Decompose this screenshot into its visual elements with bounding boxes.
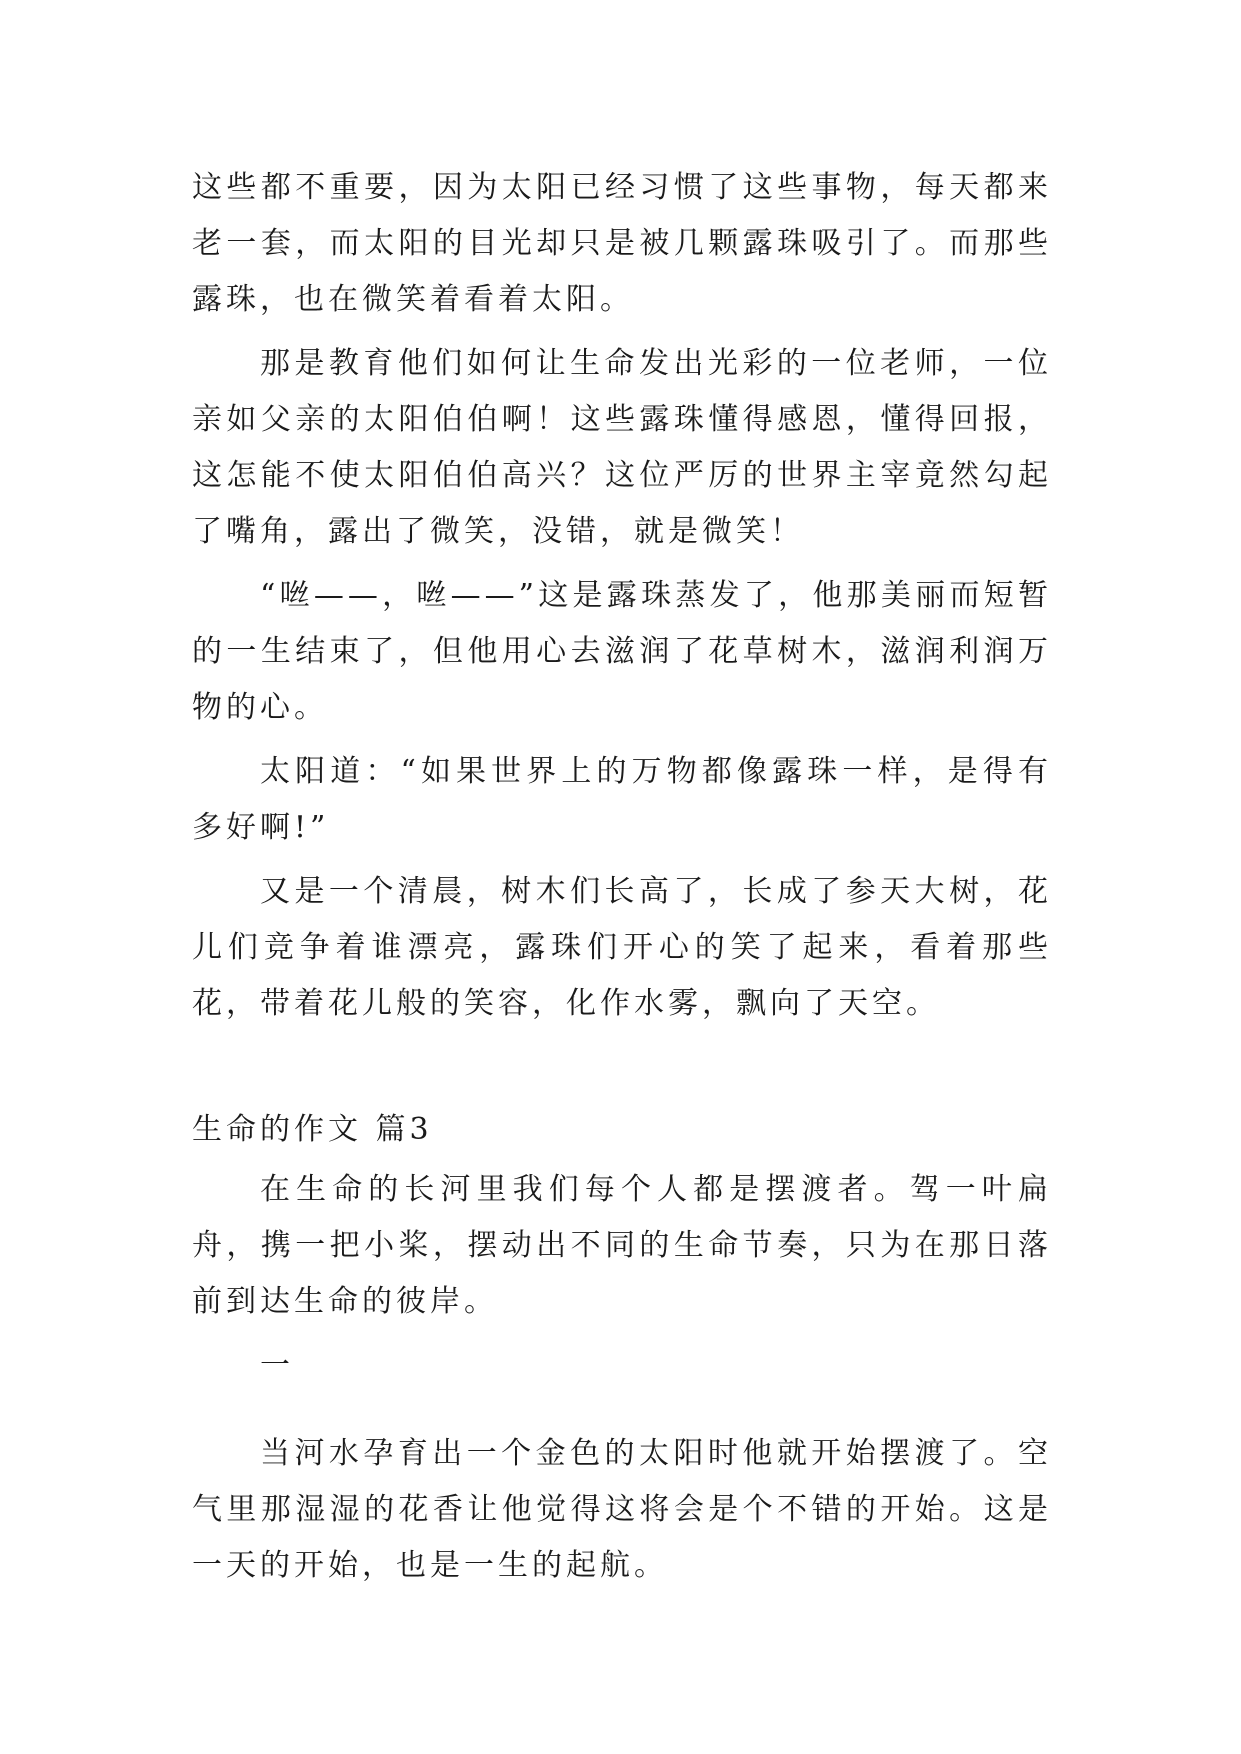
paragraph-3: “咝——，咝——”这是露珠蒸发了，他那美丽而短暂的一生结束了，但他用心去滋润了花草树木，滋润利润万物的心。 [192, 578, 1052, 725]
paragraph-5: 又是一个清晨，树木们长高了，长成了参天大树，花儿们竞争着谁漂亮，露珠们开心的笑了起来，看着那些花，带着花儿般的笑容，化作水雾，飘向了天空。 [192, 874, 1052, 1021]
section-heading: 生命的作文 篇3 [192, 1112, 433, 1147]
paragraph-6: 在生命的长河里我们每个人都是摆渡者。驾一叶扁舟，携一把小桨，摆动出不同的生命节奏，只为在那日落前到达生命的彼岸。 [192, 1172, 1052, 1319]
paragraph-7: 当河水孕育出一个金色的太阳时他就开始摆渡了。空气里那湿湿的花香让他觉得这将会是个不错的开始。这是一天的开始，也是一生的起航。 [192, 1436, 1052, 1583]
section-spacer [192, 1040, 1052, 1102]
paragraph-1: 这些都不重要，因为太阳已经习惯了这些事物，每天都来老一套，而太阳的目光却只是被几颗露珠吸引了。而那些露珠，也在微笑着看着太阳。 [192, 170, 1052, 317]
section-marker: 一 [260, 1348, 294, 1383]
document-body [192, 160, 1052, 1602]
paragraph-4: 太阳道：“如果世界上的万物都像露珠一样，是得有多好啊!” [192, 754, 1052, 845]
paragraph-2: 那是教育他们如何让生命发出光彩的一位老师，一位亲如父亲的太阳伯伯啊！这些露珠懂得感恩，懂得回报，这怎能不使太阳伯伯高兴？这位严厉的世界主宰竟然勾起了嘴角，露出了微笑，没错，就是微笑！ [192, 346, 1052, 549]
